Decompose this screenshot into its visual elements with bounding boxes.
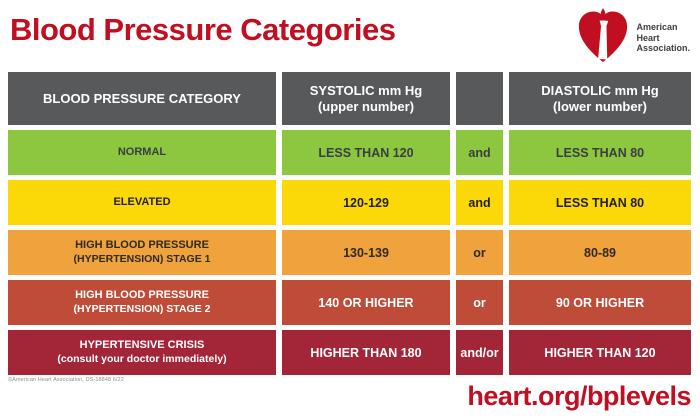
category-cell: HIGH BLOOD PRESSURE (HYPERTENSION) STAGE 1 xyxy=(8,230,276,275)
systolic-cell: LESS THAN 120 xyxy=(282,130,450,175)
systolic-cell: 140 OR HIGHER xyxy=(282,280,450,325)
aha-logo-text: American Heart Association. xyxy=(636,22,690,54)
table-header-row xyxy=(8,72,691,125)
diastolic-cell: 90 OR HIGHER xyxy=(509,280,691,325)
table-row-normal xyxy=(8,130,691,175)
blood-pressure-table xyxy=(8,72,691,375)
category-cell: ELEVATED xyxy=(8,180,276,225)
heart-org-link[interactable]: heart.org/bplevels xyxy=(467,381,691,411)
table-row-hypertensive-crisis xyxy=(8,330,691,375)
connector-cell: or xyxy=(456,280,503,325)
connector-cell: and xyxy=(456,180,503,225)
diastolic-cell: LESS THAN 80 xyxy=(509,180,691,225)
diastolic-cell: LESS THAN 80 xyxy=(509,130,691,175)
page-title: Blood Pressure Categories xyxy=(10,12,396,47)
connector-cell: and xyxy=(456,130,503,175)
header-systolic-cell: SYSTOLIC mm Hg (upper number) xyxy=(282,72,450,125)
connector-cell: and/or xyxy=(456,330,503,375)
table-row-hypertension-stage-1 xyxy=(8,230,691,275)
table-row-hypertension-stage-2 xyxy=(8,280,691,325)
aha-logo xyxy=(576,8,690,68)
category-cell: HIGH BLOOD PRESSURE (HYPERTENSION) STAGE 2 xyxy=(8,280,276,325)
systolic-cell: 120-129 xyxy=(282,180,450,225)
copyright-note: ©American Heart Association, DS-18848 6/22 xyxy=(8,377,124,383)
table-row-elevated xyxy=(8,180,691,225)
diastolic-cell: 80-89 xyxy=(509,230,691,275)
heart-torch-icon xyxy=(576,8,630,68)
header-diastolic-cell: DIASTOLIC mm Hg (lower number) xyxy=(509,72,691,125)
category-cell: NORMAL xyxy=(8,130,276,175)
header-category-cell: BLOOD PRESSURE CATEGORY xyxy=(8,72,276,125)
systolic-cell: HIGHER THAN 180 xyxy=(282,330,450,375)
header-connector-cell xyxy=(456,72,503,125)
category-cell: HYPERTENSIVE CRISIS (consult your doctor immediately) xyxy=(8,330,276,375)
diastolic-cell: HIGHER THAN 120 xyxy=(509,330,691,375)
systolic-cell: 130-139 xyxy=(282,230,450,275)
connector-cell: or xyxy=(456,230,503,275)
